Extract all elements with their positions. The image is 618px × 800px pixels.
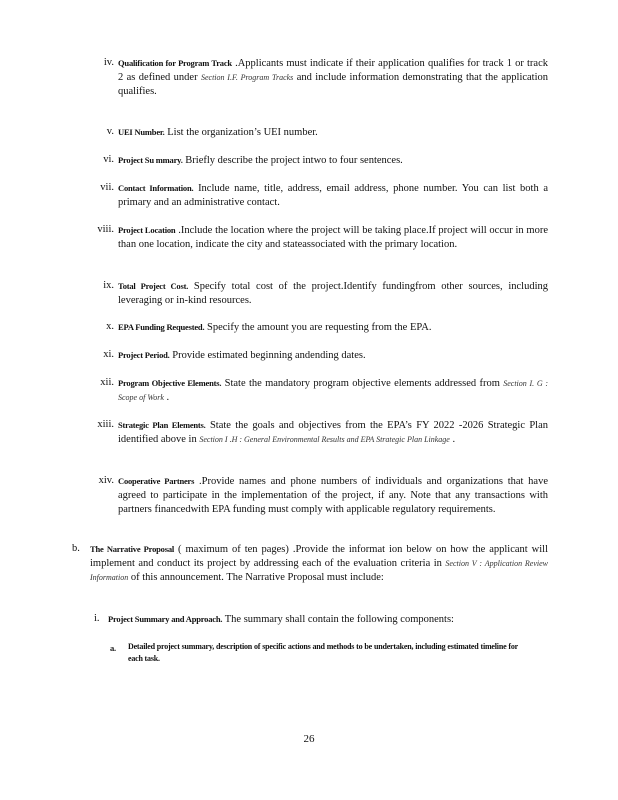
item-number: iv. [103, 57, 114, 68]
item-text: .Applicants must indicate if their application qualifies for track 1 or track 2 as defined under [118, 58, 548, 83]
item-heading: Project Location [118, 225, 176, 235]
section-reference: Section I .H : General Environmental Results and EPA Strategic Plan Linkage [199, 435, 450, 444]
page-number: 26 [303, 733, 315, 745]
item-heading: Cooperative Partners [118, 476, 195, 486]
item-text: State the goals and objectives from the EPA’s FY 2022 -2026 Strategic Plan identified above in [118, 420, 549, 445]
item-text: State the mandatory program objective elements addressed from [224, 378, 500, 389]
item-tail: and include information demonstrating that the application qualifies. [118, 72, 549, 97]
section-letter: b. [72, 543, 80, 554]
item-number: x. [106, 321, 114, 332]
item-number: vi. [103, 154, 114, 165]
item-heading: Contact Information. [118, 183, 194, 193]
item-number: xii. [100, 377, 114, 388]
sub-item-letter: a. [110, 643, 116, 653]
item-heading: Qualification for Program Track [118, 58, 232, 68]
item-text: .Include the location where the project will be taking place.If project will occur in more than one location, indicate the city and stateassociated with the primary location. [118, 225, 548, 250]
section-heading: The Narrative Proposal [90, 544, 175, 554]
item-number: vii. [100, 182, 114, 193]
item-heading: Strategic Plan Elements. [118, 420, 206, 430]
item-number: xi. [103, 349, 114, 360]
item-heading: Project Period. [118, 350, 170, 360]
item-text: Specify total cost of the project.Identify fundingfrom other sources, including leveraging or in-kind resources. [118, 281, 548, 306]
sub-item-text: The summary shall contain the following components: [224, 614, 454, 625]
item-number: ix. [103, 280, 114, 291]
item-text: Include name, title, address, email address, phone number. You can list both a primary and an administrative contact. [118, 183, 548, 208]
sub-item-number: i. [94, 613, 100, 624]
item-number: v. [106, 126, 114, 137]
section-reference: Section I.F. Program Tracks [200, 73, 294, 82]
item-heading: UEI Number. [118, 127, 165, 137]
item-heading: Program Objective Elements. [118, 378, 222, 388]
item-number: xiii. [97, 419, 114, 430]
item-text: Provide estimated beginning andending dates. [172, 350, 366, 361]
item-text: .Provide names and phone numbers of individuals and organizations that have agreed to participate in the implementation of the project, if any. Note that any transactions with partners financedwith EPA funding must comply with applicable regulatory requirements. [118, 476, 549, 515]
item-number: viii. [97, 224, 114, 235]
item-number: xiv. [98, 475, 114, 486]
item-heading: Total Project Cost. [118, 281, 189, 291]
section-reference: Section I. G : Scope of Work [118, 379, 549, 402]
section-tail: of this announcement. The Narrative Proposal must include: [130, 572, 384, 583]
section-text: ( maximum of ten pages) .Provide the informat ion below on how the applicant will implement and conduct its project by addressing each of the evaluation criteria in [90, 544, 549, 569]
item-text: List the organization’s UEI number. [167, 127, 318, 138]
item-heading: Project Su mmary. [118, 155, 183, 165]
section-reference: Section V : Application Review Information [90, 559, 549, 582]
sub-item-heading: Project Summary and Approach. [108, 614, 223, 624]
item-tail: . [166, 392, 170, 403]
item-text: Specify the amount you are requesting from the EPA. [207, 322, 432, 333]
item-heading: EPA Funding Requested. [118, 322, 205, 332]
item-tail: . [452, 434, 456, 445]
sub-item-text: Detailed project summary, description of specific actions and methods to be undertaken, including estimated timeline for each task. [128, 642, 518, 663]
item-text: Briefly describe the project intwo to four sentences. [185, 155, 403, 166]
